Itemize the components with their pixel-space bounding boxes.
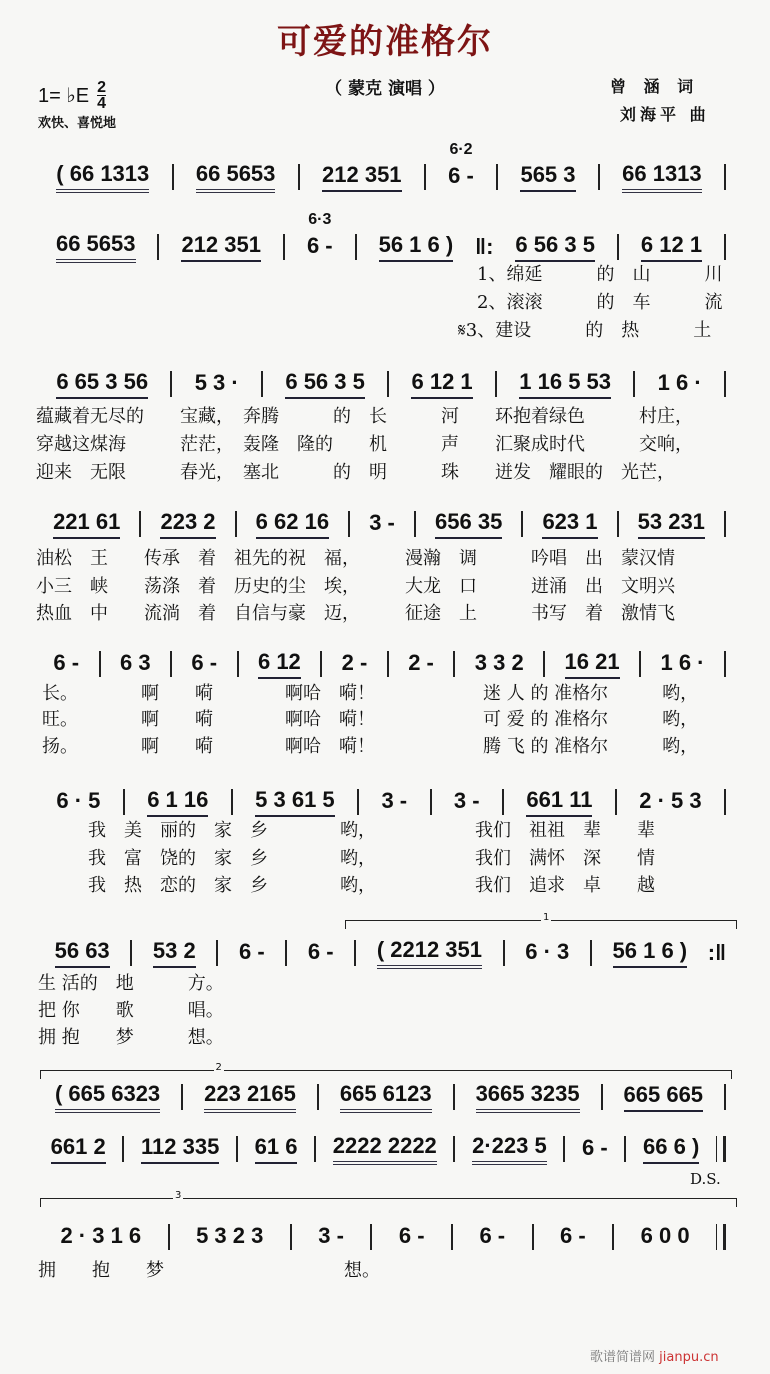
notes: 3 - (318, 1223, 344, 1248)
barline (283, 234, 285, 260)
barline (453, 1136, 455, 1162)
notes: 5 3 · (194, 370, 239, 395)
lyric-line-segno (458, 322, 711, 340)
measure (374, 1223, 449, 1251)
lyric-line: 迎来 无限 春光， 塞北 的 明 珠 迸发 耀眼的 光芒， (36, 462, 675, 483)
volta-2 (40, 1062, 732, 1079)
lyric-line: 油松 王 传承 着 祖先的祝 福， 漫瀚 调 吟唱 出 蒙汉情 (36, 548, 675, 569)
barline (601, 1084, 603, 1110)
measure (176, 161, 296, 193)
final-barline (716, 1224, 726, 1250)
measure (602, 161, 722, 193)
barline (590, 940, 592, 966)
barline (261, 371, 263, 397)
barline (724, 234, 726, 260)
barline (495, 371, 497, 397)
singer: （ 蒙克 演唱 ） (325, 79, 445, 99)
volta-label: 2 (215, 1062, 222, 1073)
segno-icon: 𝄋 (458, 320, 466, 341)
measure (172, 1223, 288, 1251)
notes: 565 3 (520, 162, 575, 192)
notes: 6 3 (119, 650, 151, 675)
watermark (590, 1346, 719, 1365)
measure (239, 509, 347, 539)
barline (617, 234, 619, 260)
measure (220, 939, 283, 967)
measure (240, 1134, 312, 1164)
barline (290, 1224, 292, 1250)
measure (36, 161, 170, 193)
barline (236, 1136, 238, 1162)
measure (506, 787, 613, 817)
barline (612, 1224, 614, 1250)
grace-notes: 6·2 (449, 141, 473, 158)
score-row (36, 1222, 728, 1252)
measure (359, 232, 474, 262)
measure (594, 938, 706, 968)
notes: 221 61 (53, 509, 120, 539)
measure (536, 1223, 611, 1251)
notes: ( 665 6323 (55, 1081, 160, 1113)
lyricist: 曾 涵 词 (610, 77, 700, 96)
barline (237, 651, 239, 677)
measure (36, 788, 121, 816)
lyric-line: 2、滚滚 的 车 流 (477, 292, 723, 313)
barline (624, 1136, 626, 1162)
notes: 6 56 3 5 (285, 369, 365, 399)
measure (143, 509, 232, 539)
lyric-line: 穿越这煤海 茫茫， 轰隆 隆的 机 声 汇聚成时代 交响， (36, 434, 693, 455)
notes: 6 0 0 (640, 1223, 690, 1248)
notes: 5 3 61 5 (255, 787, 335, 817)
lyric-line: 1、绵延 的 山 川 (477, 264, 723, 285)
measure (36, 369, 168, 399)
measure (36, 509, 137, 539)
final-barline (716, 1136, 726, 1162)
barline (543, 651, 545, 677)
measure (637, 370, 722, 398)
notes: 665 6123 (340, 1081, 432, 1113)
barline (122, 1136, 124, 1162)
barline (231, 789, 233, 815)
notes: 56 1 6 ) (613, 938, 688, 968)
notes: 3665 3235 (476, 1081, 580, 1113)
measure (616, 1223, 714, 1251)
notes: 6 - (479, 1223, 506, 1248)
barline (387, 371, 389, 397)
barline (348, 511, 350, 537)
barline (563, 1136, 565, 1162)
time-top: 2 (97, 79, 107, 96)
measure (324, 650, 385, 678)
notes: 661 2 (51, 1134, 106, 1164)
watermark-text: 歌谱简谱网 (590, 1350, 656, 1365)
barline (170, 371, 172, 397)
notes: 3 - (453, 788, 480, 813)
measure (241, 649, 319, 679)
measure (235, 787, 355, 817)
notes: 2 · 3 1 6 (60, 1223, 142, 1248)
notes: 3 - (381, 788, 408, 813)
barline (317, 1084, 319, 1110)
barline (521, 511, 523, 537)
notes: ( 66 1313 (56, 161, 149, 193)
key-label: 1= ♭E (38, 85, 90, 107)
notes: 665 665 (624, 1082, 704, 1112)
measure (643, 650, 722, 678)
score-row (36, 649, 728, 679)
notes: 2 · 5 3 (639, 788, 702, 813)
measure (185, 1081, 315, 1113)
barline (615, 789, 617, 815)
notes: 6 - (306, 233, 333, 258)
barline (502, 789, 504, 815)
barline (724, 164, 726, 190)
measure (289, 939, 352, 967)
measure (126, 1134, 234, 1164)
lyric-line: 长。 啊 嗬 啊哈 嗬！ 迷 人 的 准格尔 哟， (42, 683, 699, 704)
notes: 6 56 3 5 (515, 232, 595, 262)
barline (453, 1084, 455, 1110)
barline (724, 1084, 726, 1110)
barline (724, 651, 726, 677)
measure (161, 232, 280, 262)
volta-1 (345, 912, 737, 929)
grace-notes: 6·3 (308, 211, 332, 228)
barline (139, 511, 141, 537)
measure (428, 141, 494, 191)
dal-segno-marking: D.S. (690, 1170, 721, 1188)
measure (621, 232, 722, 262)
measure (495, 232, 614, 262)
barline (235, 511, 237, 537)
notes: 223 2 (160, 509, 215, 539)
repeat-barline: :‖ (707, 940, 727, 965)
barline (357, 789, 359, 815)
barline (314, 1136, 316, 1162)
lyric-line: 拥 抱 梦 想。 (38, 1260, 380, 1281)
lyric-line: 我 热 恋的 家 乡 哟， 我们 追求 卓 越 (88, 875, 655, 896)
measure (287, 211, 353, 261)
measure (547, 649, 637, 679)
barline (532, 1224, 534, 1250)
notes: 5 3 2 3 (196, 1223, 264, 1248)
measure (302, 162, 422, 192)
barline (387, 651, 389, 677)
measure (174, 650, 235, 678)
barline (320, 651, 322, 677)
lyric-line: 小三 峡 荡涤 着 历史的尘 埃， 大龙 口 迸涌 出 文明兴 (36, 576, 675, 597)
measure (567, 1135, 622, 1163)
lyric-line: 生 活的 地 方。 (38, 973, 224, 994)
barline (123, 789, 125, 815)
notes: 66 5653 (56, 231, 136, 263)
time-bottom: 4 (97, 95, 107, 112)
key-signature (38, 80, 106, 111)
notes: 6 - (307, 939, 334, 964)
measure (499, 369, 631, 399)
measure (265, 369, 385, 399)
notes: 223 2165 (204, 1081, 296, 1113)
barline (181, 1084, 183, 1110)
measure (36, 231, 155, 263)
barline (168, 1224, 170, 1250)
lyric-text: 3、建设 的 热 土 (465, 320, 712, 341)
measure (619, 788, 722, 816)
lyric-line: 蕴藏着无尽的 宝藏， 奔腾 的 长 河 环抱着绿色 村庄， (36, 406, 693, 427)
notes: 3 - (369, 510, 395, 535)
barline (617, 511, 619, 537)
barline (453, 651, 455, 677)
notes: 6 12 1 (411, 369, 472, 399)
notes: 1 6 · (660, 650, 705, 675)
measure (507, 939, 588, 967)
tempo-marking: 欢快、喜悦地 (38, 116, 117, 131)
notes: 6 - (398, 1223, 425, 1248)
score-row (36, 141, 728, 192)
measure (36, 938, 128, 968)
notes: 6 65 3 56 (56, 369, 148, 399)
measure (361, 788, 427, 816)
score-row (36, 787, 728, 817)
measure (434, 788, 500, 816)
barline (370, 1224, 372, 1250)
barline (354, 940, 356, 966)
measure (36, 1134, 120, 1164)
notes: 56 63 (55, 938, 110, 968)
measure (294, 1223, 369, 1251)
measure (500, 162, 596, 192)
barline (298, 164, 300, 190)
measure (134, 938, 214, 968)
measure (621, 509, 722, 539)
measure (321, 1081, 451, 1113)
measure (418, 509, 519, 539)
notes: 66 5653 (196, 161, 276, 193)
notes: 2 - (341, 650, 368, 675)
barline (170, 651, 172, 677)
time-signature (97, 80, 106, 111)
notes: 2 - (408, 650, 434, 675)
measure (525, 509, 614, 539)
volta-3 (40, 1190, 737, 1207)
barline (724, 789, 726, 815)
notes: 3 3 2 (474, 650, 524, 675)
notes: 6 - (582, 1135, 608, 1160)
measure (457, 1133, 561, 1165)
notes: ( 2212 351 (377, 937, 482, 969)
score-row (36, 1134, 728, 1164)
notes: 6 62 16 (256, 509, 329, 539)
notes: 6 12 1 (641, 232, 702, 262)
lyric-line: 把 你 歌 唱。 (38, 1000, 224, 1021)
lyric-line: 拥 抱 梦 想。 (38, 1027, 224, 1048)
measure (36, 1081, 179, 1113)
measure (127, 787, 229, 817)
barline (724, 371, 726, 397)
measure (457, 1081, 599, 1113)
lyric-line: 我 美 丽的 家 乡 哟， 我们 祖祖 辈 辈 (88, 820, 655, 841)
notes: 6 - (448, 163, 474, 188)
watermark-site: jianpu.cn (659, 1350, 719, 1365)
score-row (36, 509, 728, 539)
notes: 212 351 (181, 232, 261, 262)
notes: 212 351 (322, 162, 402, 192)
notes: 6 - (560, 1223, 586, 1248)
notes: 6 · 5 (56, 788, 101, 813)
barline (430, 789, 432, 815)
score-row (36, 369, 728, 399)
notes: 66 6 ) (643, 1134, 699, 1164)
notes: 1 16 5 53 (519, 369, 611, 399)
notes: 56 1 6 ) (379, 232, 454, 262)
barline (157, 234, 159, 260)
notes: 53 231 (638, 509, 705, 539)
measure (358, 937, 500, 969)
notes: 6 1 16 (147, 787, 208, 817)
repeat-barline: ‖: (475, 234, 494, 259)
notes: 2·223 5 (472, 1133, 547, 1165)
measure (36, 650, 97, 678)
measure (318, 1133, 451, 1165)
song-title: 可爱的准格尔 (277, 22, 493, 62)
barline (639, 651, 641, 677)
lyric-line: 扬。 啊 嗬 啊哈 嗬！ 腾 飞 的 准格尔 哟， (42, 736, 699, 757)
notes: 66 1313 (622, 161, 702, 193)
notes: 112 335 (141, 1134, 219, 1164)
notes: 656 35 (435, 509, 502, 539)
measure (103, 650, 168, 678)
barline (99, 651, 101, 677)
notes: 6 · 3 (525, 939, 570, 964)
volta-label: 1 (543, 912, 550, 923)
measure (628, 1134, 714, 1164)
composer: 刘海平 曲 (620, 105, 710, 124)
measure (174, 370, 259, 398)
barline (503, 940, 505, 966)
lyric-line: 旺。 啊 嗬 啊哈 嗬！ 可 爱 的 准格尔 哟， (42, 709, 699, 730)
notes: 16 21 (565, 649, 620, 679)
notes: 6 - (53, 650, 80, 675)
barline (355, 234, 357, 260)
notes: 6 - (238, 939, 265, 964)
notes: 53 2 (153, 938, 196, 968)
barline (496, 164, 498, 190)
barline (414, 511, 416, 537)
score-row (36, 938, 728, 968)
barline (724, 511, 726, 537)
notes: 2222 2222 (333, 1133, 437, 1165)
barline (285, 940, 287, 966)
notes: 1 6 · (657, 370, 702, 395)
notes: 61 6 (255, 1134, 298, 1164)
barline (451, 1224, 453, 1250)
measure (457, 650, 541, 678)
measure (391, 650, 452, 678)
measure (455, 1223, 530, 1251)
measure (391, 369, 493, 399)
barline (633, 371, 635, 397)
notes: 623 1 (542, 509, 597, 539)
notes: 6 12 (258, 649, 301, 679)
measure (36, 1223, 166, 1251)
lyric-line: 我 富 饶的 家 乡 哟， 我们 满怀 深 情 (88, 848, 655, 869)
barline (216, 940, 218, 966)
barline (424, 164, 426, 190)
barline (130, 940, 132, 966)
lyric-line: 热血 中 流淌 着 自信与豪 迈， 征途 上 书写 着 激情飞 (36, 603, 675, 624)
score-row (36, 1082, 728, 1112)
notes: 6 - (191, 650, 218, 675)
measure (352, 510, 412, 538)
measure (605, 1082, 722, 1112)
barline (598, 164, 600, 190)
score-row (36, 211, 728, 262)
barline (172, 164, 174, 190)
notes: 661 11 (526, 787, 592, 817)
volta-label: 3 (175, 1190, 182, 1201)
